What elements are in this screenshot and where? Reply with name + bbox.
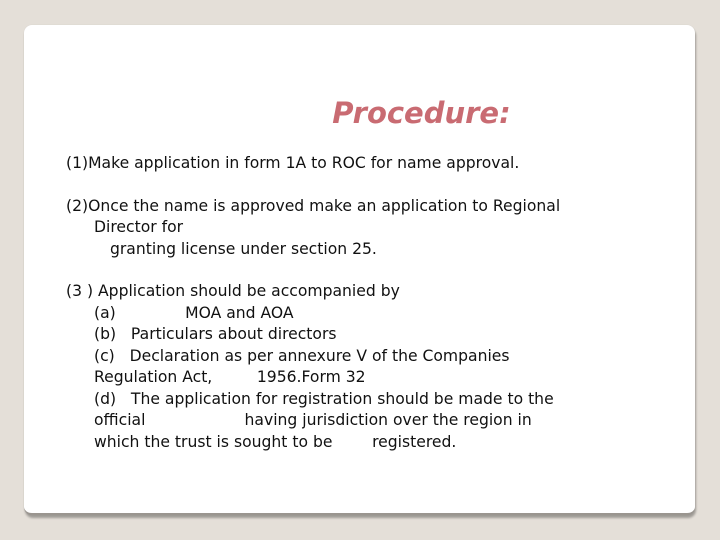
step-1: (1)Make application in form 1A to ROC for name approval.	[66, 154, 520, 172]
step-2-line-3: granting license under section 25.	[110, 239, 377, 258]
step-2-line-2: Director for	[94, 218, 184, 236]
step-3-item-d-line-1: (d) The application for registration should be made to the	[94, 389, 554, 408]
step-3-intro: (3 ) Application should be accompanied by	[66, 282, 400, 300]
step-3-item-c-line-1: (c) Declaration as per annexure V of the Companies	[94, 346, 510, 365]
step-3	[66, 281, 686, 453]
step-3-item-b: (b) Particulars about directors	[94, 325, 337, 343]
step-3-item-d-line-2: official having jurisdiction over the region in	[94, 411, 532, 429]
step-3-item-a: (a) MOA and AOA	[94, 303, 294, 322]
step-2	[66, 196, 686, 261]
slide-title: Procedure:	[332, 96, 511, 130]
slide	[24, 25, 695, 515]
step-3-item-c-line-2: Regulation Act, 1956.Form 32	[94, 368, 366, 386]
procedure-steps	[66, 153, 686, 453]
step-3-item-d-line-3: which the trust is sought to be registered.	[94, 432, 457, 451]
step-2-line-1: (2)Once the name is approved make an application to Regional	[66, 196, 561, 215]
